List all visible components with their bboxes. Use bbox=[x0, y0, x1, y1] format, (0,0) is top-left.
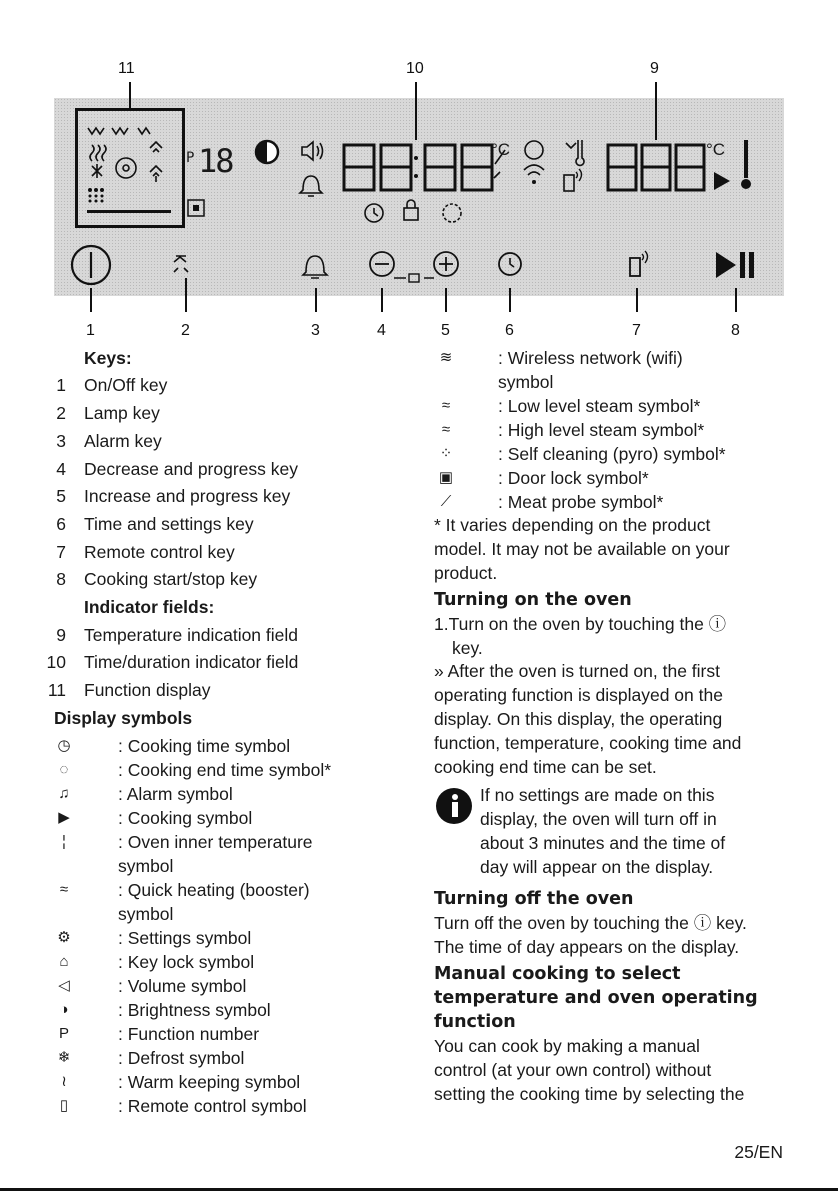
section-heading: Turning off the oven bbox=[434, 889, 634, 909]
symbol-desc: : Self cleaning (pyro) symbol* bbox=[498, 444, 726, 464]
steam-low-icon bbox=[150, 142, 162, 152]
symbol-desc: : Brightness symbol bbox=[118, 1000, 271, 1020]
footnote-line: model. It may not be available on your bbox=[434, 539, 730, 559]
temp-unit: °C bbox=[706, 140, 726, 159]
defrost-icon: ❄ bbox=[57, 1049, 71, 1066]
symbol-desc: : Oven inner temperature bbox=[118, 832, 313, 852]
indicator-label: Function display bbox=[84, 680, 211, 700]
time-digits bbox=[344, 145, 492, 190]
time-unit: °C bbox=[491, 140, 511, 159]
symbol-desc: : Cooking end time symbol* bbox=[118, 760, 332, 780]
key-label: Time and settings key bbox=[84, 514, 254, 534]
fan-icon bbox=[116, 158, 136, 178]
step-line: 1.Turn on the oven by touching the ⓘ bbox=[434, 614, 727, 634]
para-line: control (at your own control) without bbox=[434, 1060, 712, 1080]
indicator-label: Time/duration indicator field bbox=[84, 652, 299, 672]
callout-8: 8 bbox=[731, 322, 740, 339]
remote-icon: ▯ bbox=[59, 1097, 69, 1114]
thermometer-icon bbox=[744, 140, 748, 178]
symbol-desc: : Warm keeping symbol bbox=[118, 1072, 301, 1092]
remote-key-icon bbox=[630, 258, 640, 276]
door-lock-icon: ▣ bbox=[438, 469, 454, 486]
symbol-desc: : High level steam symbol* bbox=[498, 420, 705, 440]
indicator-number: 10 bbox=[46, 652, 66, 672]
symbols-heading: Display symbols bbox=[54, 708, 193, 728]
key-lock-icon bbox=[404, 208, 418, 220]
wifi-icon bbox=[524, 165, 544, 175]
defrost-icon bbox=[92, 164, 102, 178]
symbol-desc: : Low level steam symbol* bbox=[498, 396, 701, 416]
warm-keeping-icon bbox=[90, 145, 106, 161]
callout-3: 3 bbox=[311, 322, 320, 339]
symbol-desc: : Door lock symbol* bbox=[498, 468, 649, 488]
section-heading: temperature and oven operating bbox=[434, 988, 758, 1008]
symbol-desc: : Wireless network (wifi) bbox=[498, 348, 683, 368]
display-symbols-svg bbox=[0, 0, 838, 340]
para-line: You can cook by making a manual bbox=[434, 1036, 700, 1056]
play-pause-icon bbox=[716, 252, 736, 278]
volume-icon bbox=[302, 142, 323, 160]
booster-icon bbox=[566, 140, 584, 165]
para-line: cooking end time can be set. bbox=[434, 757, 657, 777]
keys-heading: Keys: bbox=[84, 348, 132, 368]
callout-5: 5 bbox=[441, 322, 450, 339]
para-line: function, temperature, cooking time and bbox=[434, 733, 742, 753]
page-number: 25/EN bbox=[734, 1142, 783, 1162]
pyro-icon: ⁘ bbox=[439, 445, 453, 462]
clock-end-icon: ◌ bbox=[59, 761, 69, 778]
callout-10: 10 bbox=[406, 60, 424, 77]
clock-end-icon bbox=[443, 204, 461, 222]
play-icon bbox=[714, 172, 730, 190]
note-line: display, the oven will turn off in bbox=[480, 809, 717, 829]
info-icon bbox=[434, 786, 474, 826]
bell-icon bbox=[300, 176, 322, 196]
play-icon: ▶ bbox=[58, 809, 70, 826]
indicator-heading: Indicator fields: bbox=[84, 597, 215, 617]
grill-icon bbox=[88, 128, 104, 134]
callout-9: 9 bbox=[650, 60, 659, 77]
function-number-label: P bbox=[186, 150, 195, 166]
symbol-desc: : Defrost symbol bbox=[118, 1048, 245, 1068]
function-number-icon: P bbox=[58, 1025, 69, 1042]
key-label: Lamp key bbox=[84, 403, 160, 423]
symbol-desc: : Quick heating (booster) bbox=[118, 880, 310, 900]
footnote-line: product. bbox=[434, 563, 498, 583]
symbol-desc: : Alarm symbol bbox=[118, 784, 233, 804]
key-number: 7 bbox=[56, 542, 66, 562]
indicator-label: Temperature indication field bbox=[84, 625, 299, 645]
para-line: setting the cooking time by selecting the bbox=[434, 1084, 745, 1104]
para-line: » After the oven is turned on, the first bbox=[434, 661, 720, 681]
footnote-line: * It varies depending on the product bbox=[434, 515, 711, 535]
step-line: key. bbox=[452, 638, 483, 658]
settings-icon bbox=[525, 141, 543, 159]
symbol-desc-cont: symbol bbox=[118, 904, 174, 924]
callout-1: 1 bbox=[86, 322, 95, 339]
para-line: display. On this display, the operating bbox=[434, 709, 723, 729]
symbol-desc: : Function number bbox=[118, 1024, 260, 1044]
steam-high-icon bbox=[150, 166, 162, 182]
note-line: If no settings are made on this bbox=[480, 785, 715, 805]
symbol-desc: : Settings symbol bbox=[118, 928, 252, 948]
bell-icon: ♫ bbox=[58, 785, 70, 802]
para-line: operating function is displayed on the bbox=[434, 685, 723, 705]
symbol-desc: : Cooking time symbol bbox=[118, 736, 291, 756]
symbol-desc: : Meat probe symbol* bbox=[498, 492, 664, 512]
symbol-desc-cont: symbol bbox=[498, 372, 554, 392]
section-heading: Turning on the oven bbox=[434, 590, 632, 610]
symbol-desc: : Volume symbol bbox=[118, 976, 247, 996]
note-line: day will appear on the display. bbox=[480, 857, 714, 877]
settings-icon: ⚙ bbox=[57, 929, 71, 946]
callout-4: 4 bbox=[377, 322, 386, 339]
remote-icon bbox=[564, 175, 574, 191]
symbol-desc: : Remote control symbol bbox=[118, 1096, 307, 1116]
indicator-number: 9 bbox=[56, 625, 66, 645]
key-label: Remote control key bbox=[84, 542, 235, 562]
key-number: 4 bbox=[56, 459, 66, 479]
key-lock-icon: ⌂ bbox=[59, 953, 69, 970]
volume-icon: ◁ bbox=[58, 977, 70, 994]
key-label: Decrease and progress key bbox=[84, 459, 298, 479]
note-line: about 3 minutes and the time of bbox=[480, 833, 726, 853]
key-number: 8 bbox=[56, 569, 66, 589]
booster-icon: ≈ bbox=[59, 881, 69, 898]
clock-icon: ◷ bbox=[57, 737, 71, 754]
key-label: Cooking start/stop key bbox=[84, 569, 258, 589]
wifi-icon: ≋ bbox=[439, 349, 453, 366]
callout-7: 7 bbox=[632, 322, 641, 339]
callout-6: 6 bbox=[505, 322, 514, 339]
callout-11: 11 bbox=[118, 60, 135, 77]
key-label: Increase and progress key bbox=[84, 486, 291, 506]
temp-digits bbox=[608, 145, 704, 190]
symbol-desc: : Cooking symbol bbox=[118, 808, 253, 828]
indicator-number: 11 bbox=[47, 680, 66, 700]
para-line: The time of day appears on the display. bbox=[434, 937, 740, 957]
key-label: Alarm key bbox=[84, 431, 162, 451]
key-number: 5 bbox=[56, 486, 66, 506]
function-number-digits: 18 bbox=[198, 142, 233, 180]
key-number: 6 bbox=[56, 514, 66, 534]
section-heading: function bbox=[434, 1012, 516, 1032]
symbol-desc: : Key lock symbol bbox=[118, 952, 255, 972]
key-number: 1 bbox=[56, 375, 66, 395]
symbol-desc-cont: symbol bbox=[118, 856, 174, 876]
lamp-icon bbox=[174, 256, 188, 272]
callout-2: 2 bbox=[181, 322, 190, 339]
steam-high-icon: ≈ bbox=[441, 421, 451, 438]
section-heading: Manual cooking to select bbox=[434, 964, 681, 984]
steam-low-icon: ≈ bbox=[441, 397, 451, 414]
key-number: 3 bbox=[56, 431, 66, 451]
thermometer-icon: ¦ bbox=[62, 833, 66, 850]
para-line: Turn off the oven by touching the ⓘ key. bbox=[434, 913, 747, 933]
meat-probe-icon: ⟋ bbox=[440, 493, 452, 510]
warm-keeping-icon: ≀ bbox=[61, 1073, 67, 1090]
bell-key-icon bbox=[303, 256, 327, 278]
brightness-icon: ◑ bbox=[59, 1001, 69, 1018]
key-label: On/Off key bbox=[84, 375, 168, 395]
key-number: 2 bbox=[56, 403, 66, 423]
